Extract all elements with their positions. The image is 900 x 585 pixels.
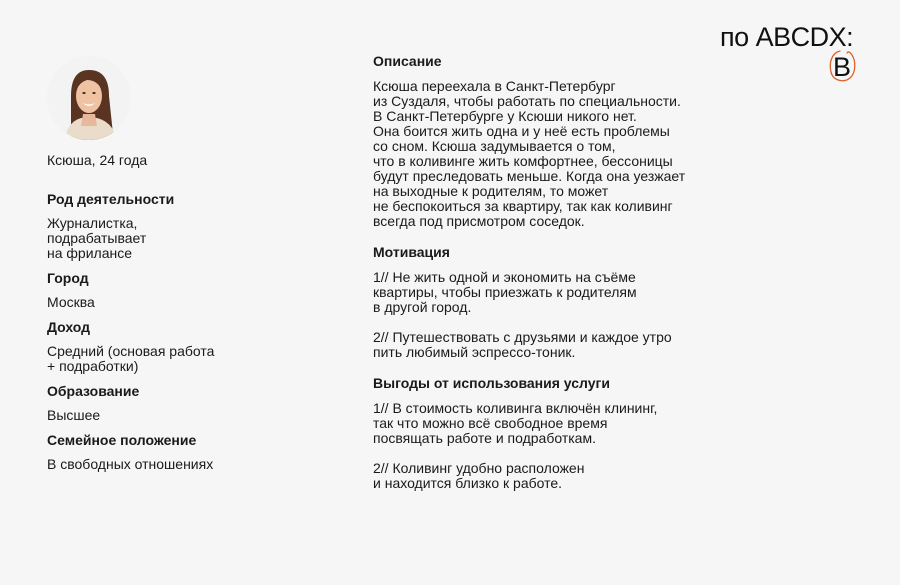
persona-details bbox=[47, 191, 307, 481]
motivation-item: 1// Не жить одной и экономить на съёме квартиры, чтобы приезжать к родителям в другой город. bbox=[373, 269, 637, 315]
avatar bbox=[47, 56, 131, 140]
benefit-item: 2// Коливинг удобно расположен и находится близко к работе. bbox=[373, 460, 585, 491]
section-title: Выгоды от использования услуги bbox=[373, 375, 610, 391]
field-marital-status bbox=[47, 432, 307, 472]
grade-circle-icon bbox=[827, 48, 857, 84]
section-motivation bbox=[373, 244, 733, 360]
field-label: Город bbox=[47, 270, 89, 286]
field-city bbox=[47, 270, 307, 310]
field-income bbox=[47, 319, 307, 374]
portrait-photo bbox=[47, 56, 131, 140]
field-value: Высшее bbox=[47, 407, 101, 423]
abcdx-grade: B bbox=[833, 52, 852, 82]
motivation-item: 2// Путешествовать с друзьями и каждое утро пить любимый эспрессо-тоник. bbox=[373, 329, 672, 360]
section-description bbox=[373, 53, 733, 229]
field-occupation bbox=[47, 191, 307, 261]
abcdx-label: по ABCDX: bbox=[720, 22, 854, 52]
field-label: Род деятельности bbox=[47, 191, 175, 207]
field-value: Журналистка, подрабатывает на фрилансе bbox=[47, 215, 147, 261]
section-title: Описание bbox=[373, 53, 442, 69]
field-value: Средний (основая работа + подработки) bbox=[47, 343, 215, 374]
benefit-item: 1// В стоимость коливинга включён клининг, так что можно всё свободное время посвящать работе и подработкам. bbox=[373, 400, 658, 446]
field-label: Образование bbox=[47, 383, 140, 399]
field-label: Семейное положение bbox=[47, 432, 197, 448]
field-label: Доход bbox=[47, 319, 91, 335]
persona-narrative bbox=[373, 53, 733, 506]
field-education bbox=[47, 383, 307, 423]
section-benefits bbox=[373, 375, 733, 491]
section-text: Ксюша переехала в Санкт-Петербург из Суздаля, чтобы работать по специальности. В Санкт-Петербурге у Ксюши никого нет. Она боится жить одна и у неё есть проблемы со сном. Ксюша задумывается о том, что в коливинге жить комфортнее, бессоницы будут преследовать меньше. Когда она уезжает на выходные к родителям, то может не беспокоиться за квартиру, так как коливинг всегда под присмотром соседок. bbox=[373, 78, 686, 229]
field-value: В свободных отношениях bbox=[47, 456, 214, 472]
field-value: Москва bbox=[47, 294, 95, 310]
section-title: Мотивация bbox=[373, 244, 450, 260]
persona-name-age: Ксюша, 24 года bbox=[47, 152, 148, 168]
